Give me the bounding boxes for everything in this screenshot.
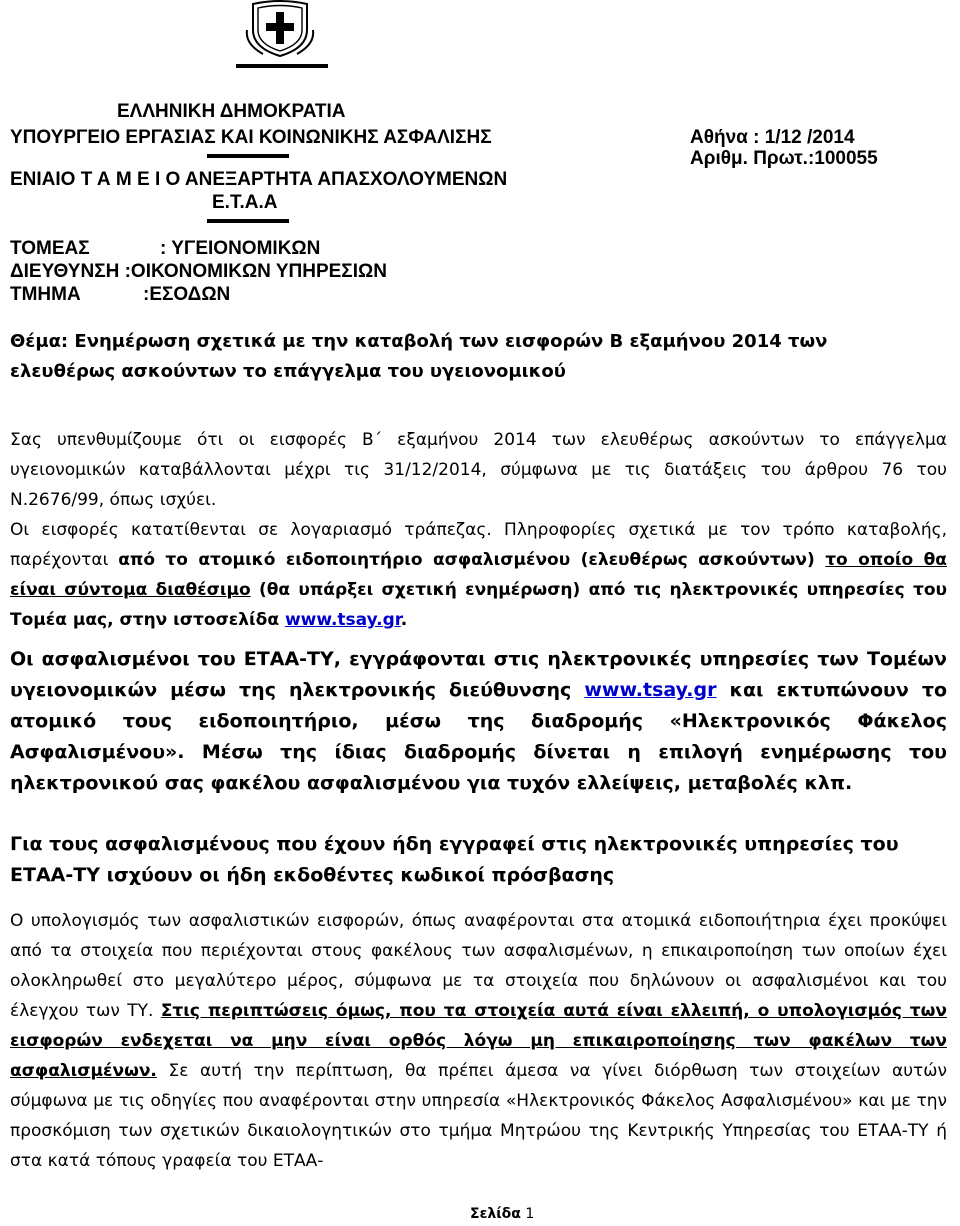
- payment-info-bold-underlined: το οποίο θα είναι σύντομα διαθέσιμο: [10, 550, 947, 600]
- tsay-link[interactable]: www.tsay.gr: [284, 610, 401, 630]
- page-label: Σελίδα: [470, 1206, 521, 1222]
- page-number: 1: [525, 1206, 535, 1222]
- department-value: :ΕΣΟΔΩΝ: [143, 284, 231, 305]
- divider-middle: [207, 154, 289, 158]
- fund-name: ΕΝΙΑΙΟ Τ Α Μ Ε Ι Ο ΑΝΕΞΑΡΤΗΤΑ ΑΠΑΣΧΟΛΟΥΜΕΝΩΝ: [10, 169, 508, 190]
- calculation-text-2: Σε αυτή την περίπτωση, θα πρέπει άμεσα να γίνει διόρθωση των στοιχείων αυτών σύμφωνα με τις οδηγίες που αναφέρονται στην υπηρεσία «Ηλεκτρονικός Φάκελος Ασφαλισμένου» και με την προσκόμιση των σχετικών δικαιολογητικών στο τμήμα Μητρώου της Κεντρικής Υπηρεσίας του ΕΤΑΑ-ΤΥ ή στα κατά τόπους γραφεία του ΕΤΑΑ-: [10, 1061, 947, 1171]
- payment-info-bold: από το ατομικό ειδοποιητήριο ασφαλισμένου (ελευθέρως ασκούντων): [118, 550, 826, 570]
- subject-line-1: Θέμα: Ενημέρωση σχετικά με την καταβολή των εισφορών Β εξαμήνου 2014 των: [10, 331, 828, 352]
- subject-line-2: ελευθέρως ασκούντων το επάγγελμα του υγειονομικού: [10, 361, 566, 382]
- greek-emblem: [243, 0, 317, 58]
- divider-top: [236, 64, 328, 68]
- paragraph-registration: [10, 644, 947, 799]
- sector-value: : ΥΓΕΙΟΝΟΜΙΚΩΝ: [160, 238, 321, 259]
- page-footer: [470, 1206, 534, 1222]
- paragraph-reminder: Σας υπενθυμίζουμε ότι οι εισφορές Β΄ εξαμήνου 2014 των ελευθέρως ασκούντων το επάγγελμα υγειονομικών καταβάλλονται μέχρι τις 31/12/2014, σύμφωνα με τις διατάξεις του άρθρου 76 του Ν.2676/99, όπως ισχύει.: [10, 430, 947, 510]
- calculation-bold-underlined: Στις περιπτώσεις όμως, που τα στοιχεία αυτά είναι ελλειπή, ο υπολογισμός των εισφορών ενδεχεται να μην είναι ορθός λόγω μη επικαιροποίησης των φακέλων των ασφαλισμένων.: [10, 1001, 947, 1081]
- divider-bottom: [207, 219, 289, 223]
- ministry-name: ΥΠΟΥΡΓΕΙΟ ΕΡΓΑΣΙΑΣ ΚΑΙ ΚΟΙΝΩΝΙΚΗΣ ΑΣΦΑΛΙΣΗΣ: [10, 127, 492, 148]
- calculation-text: Ο υπολογισμός των ασφαλιστικών εισφορών, όπως αναφέρονται στα ατομικά ειδοποιήτηρια έχει προκύψει από τα στοιχεία που περιέχονται στους φακέλους των ασφαλισμένων, η επικαιροποίηση των οποίων έχει ολοκληρωθεί στο μεγαλύτερο μέρος, σύμφωνα με τα στοιχεία που δηλώνουν οι ασφαλισμένοι και του έλεγχου των ΤΥ.: [10, 911, 947, 1021]
- registration-text-2: και εκτυπώνουν το ατομικό τους ειδοποιητήριο, μέσω της διαδρομής «Ηλεκτρονικός Φάκελος Ασφαλισμένου». Μέσω της ίδιας διαδρομής δίνεται η επιλογή ενημέρωσης του ηλεκτρονικού σας φακέλου ασφαλισμένου για τυχόν ελλείψεις, μεταβολές κλπ.: [10, 679, 948, 794]
- paragraph-access-codes: Για τους ασφαλισμένους που έχουν ήδη εγγραφεί στις ηλεκτρονικές υπηρεσίες του ΕΤΑΑ-ΤΥ ισχύουν οι ήδη εκδοθέντες κωδικοί πρόσβασης: [10, 833, 899, 886]
- fund-abbreviation: Ε.Τ.Α.Α: [212, 192, 278, 213]
- directorate: ΔΙΕΥΘΥΝΣΗ :ΟΙΚΟΝΟΜΙΚΩΝ ΥΠΗΡΕΣΙΩΝ: [10, 261, 387, 282]
- payment-info-text: Οι εισφορές κατατίθενται σε λογαριασμό τράπεζας. Πληροφορίες σχετικά με τον τρόπο καταβολής, παρέχονται: [10, 520, 947, 570]
- department-label: ΤΜΗΜΑ: [10, 284, 81, 305]
- tsay-link-2[interactable]: www.tsay.gr: [584, 679, 717, 701]
- place-date: Αθήνα : 1/12 /2014: [690, 127, 855, 148]
- registration-text: Οι ασφαλισμένοι του ΕΤΑΑ-ΤΥ, εγγράφονται στις ηλεκτρονικές υπηρεσίες των Τομέων υγειονομικών μέσω της ηλεκτρονικής διεύθυνσης: [10, 648, 947, 701]
- subject: [10, 327, 947, 387]
- paragraph-calculation: [10, 906, 947, 1176]
- sector-label: ΤΟΜΕΑΣ: [10, 238, 90, 259]
- paragraph-payment-info: Οι εισφορές κατατίθενται σε λογαριασμό τράπεζας. Πληροφορίες σχετικά με τον τρόπο καταβολής, παρέχονται από το ατομικό ειδοποιητήριο ασφαλισμένου (ελευθέρως ασκούντων) το οποίο θα είναι σύντομα διαθέσιμο (θα υπάρξει σχετική ενημέρωση) από τις ηλεκτρονικές υπηρεσίες του Τομέα μας, στην ιστοσελίδα www.tsay.gr.: [10, 520, 947, 630]
- country-name: ΕΛΛΗΝΙΚΗ ΔΗΜΟΚΡΑΤΙΑ: [117, 101, 346, 122]
- payment-info-bold-2: (θα υπάρξει σχετική ενημέρωση) από τις ηλεκτρονικές υπηρεσίες του Τομέα μας, στην ιστοσελίδα: [10, 580, 947, 630]
- protocol-number: Αριθμ. Πρωτ.:100055: [690, 148, 878, 169]
